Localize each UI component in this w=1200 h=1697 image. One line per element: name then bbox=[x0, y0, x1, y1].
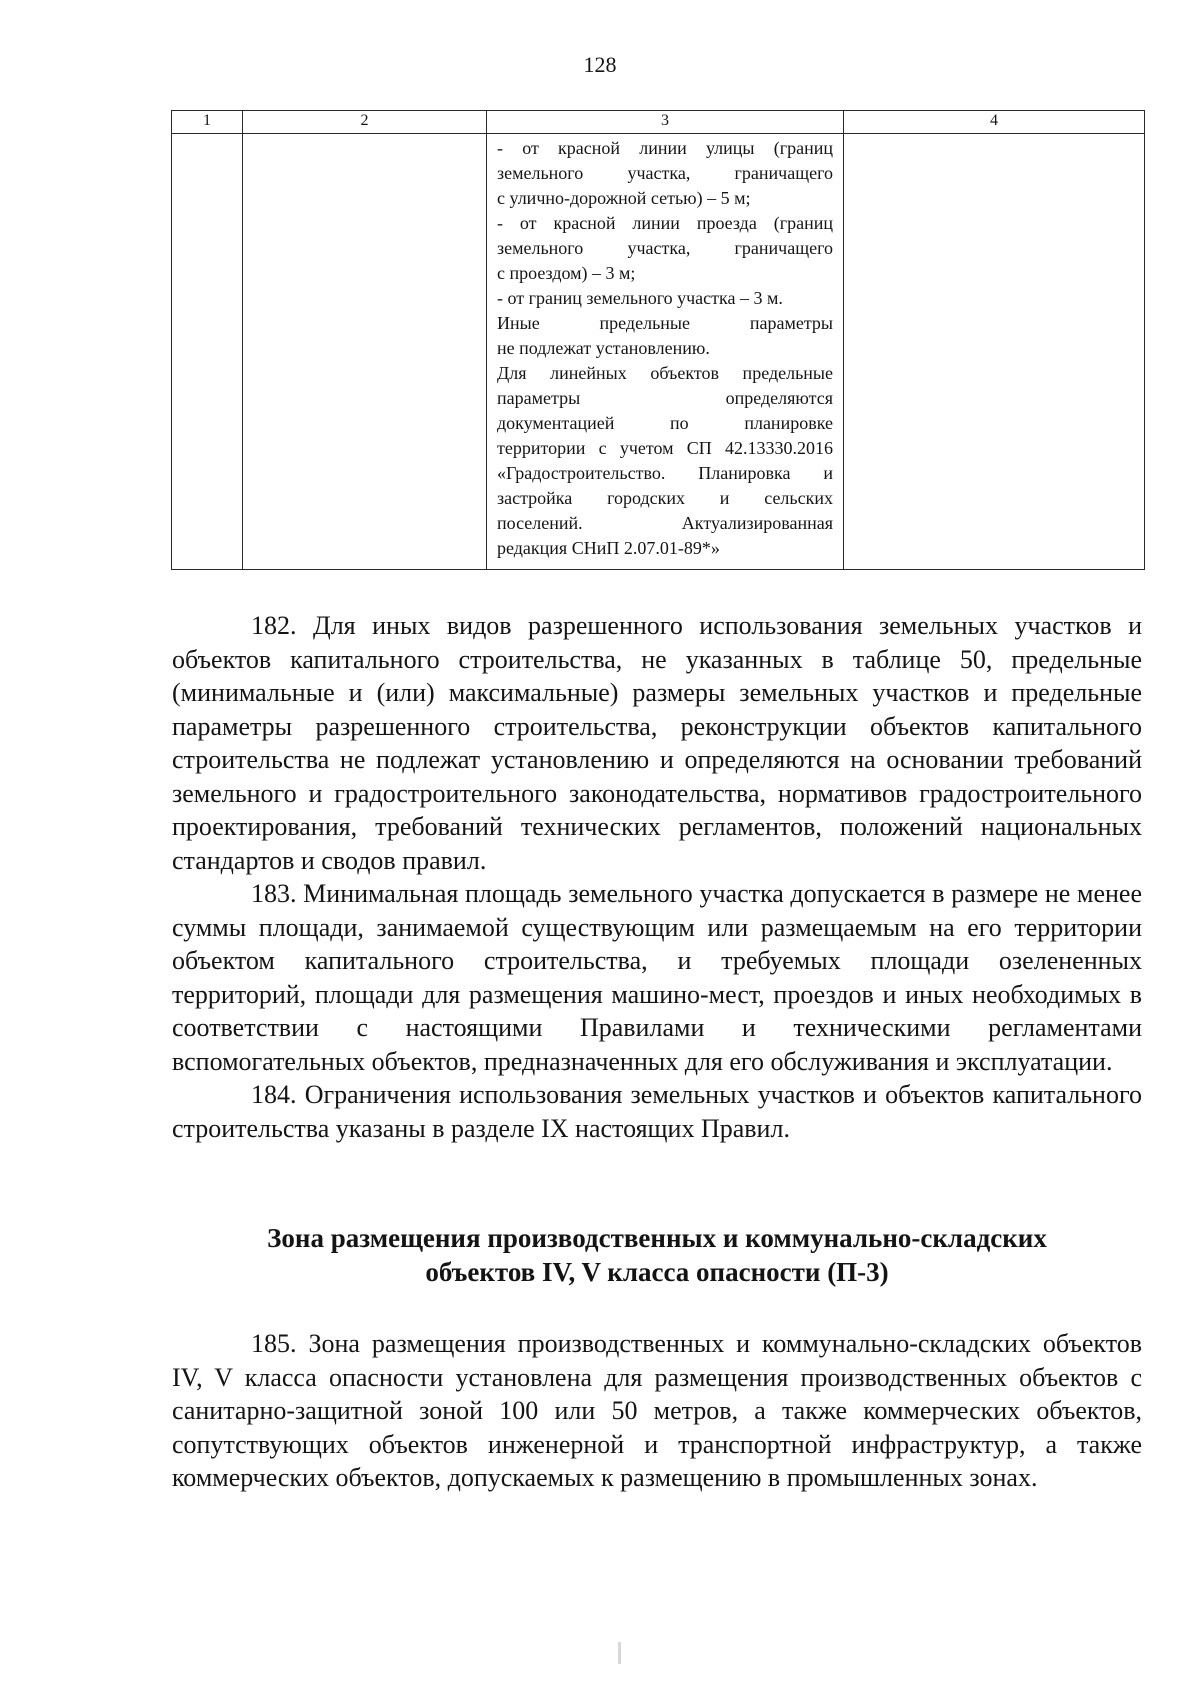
table-header-col-2: 2 bbox=[243, 111, 487, 134]
parameter-line: земельного участка, граничащего bbox=[497, 163, 833, 183]
parameter-line: параметры определяются bbox=[497, 388, 833, 408]
table-header-col-3: 3 bbox=[487, 111, 844, 134]
table-header-col-4: 4 bbox=[844, 111, 1145, 134]
parameter-line: застройка городских и сельских bbox=[497, 488, 833, 508]
parameter-line: с проездом) – 3 м; bbox=[497, 263, 636, 283]
table-header-row bbox=[172, 111, 1145, 134]
table-cell-col-4 bbox=[844, 134, 1145, 570]
parameter-line: территории с учетом СП 42.13330.2016 bbox=[497, 438, 833, 458]
parameter-line: документацией по планировке bbox=[497, 413, 833, 433]
zone-heading-line-2: объектов IV, V класса опасности (П-3) bbox=[425, 1257, 889, 1287]
paragraph: 182. Для иных видов разрешенного использования земельных участков и объектов капитального строительства, не указанных в таблице 50, предельные (минимальные и (или) максимальные) размеры земельных участков и предельные параметры разрешенного строительства, реконструкции объектов капитального строительства не подлежат установлению и определяются на основании требований земельного и градостроительного законодательства, нормативов градостроительного проектирования, требований технических регламентов, положений национальных стандартов и сводов правил. bbox=[172, 611, 1142, 875]
table-row bbox=[172, 134, 1145, 570]
parameter-line: - от границ земельного участка – 3 м. bbox=[497, 288, 783, 308]
parameter-line: «Градостроительство. Планировка и bbox=[497, 463, 833, 483]
zone-section-heading bbox=[172, 1221, 1142, 1289]
parameter-line: Для линейных объектов предельные bbox=[497, 363, 833, 383]
parameter-line: с улично-дорожной сетью) – 5 м; bbox=[497, 188, 751, 208]
paragraphs-block-2 bbox=[172, 1327, 1142, 1495]
scan-artifact bbox=[618, 1642, 621, 1664]
parameter-line: поселений. Актуализированная bbox=[497, 513, 833, 533]
page-number: 128 bbox=[583, 52, 617, 77]
table-cell-col-1 bbox=[172, 134, 243, 570]
parameter-line: Иные предельные параметры bbox=[497, 313, 833, 333]
parameter-line: - от красной линии проезда (границ bbox=[497, 213, 833, 233]
parameter-line: редакция СНиП 2.07.01-89*» bbox=[497, 538, 720, 558]
parameter-line: земельного участка, граничащего bbox=[497, 238, 833, 258]
paragraphs-block-1 bbox=[172, 609, 1142, 1145]
regulation-table-fragment bbox=[171, 110, 1145, 570]
parameter-line: не подлежат установлению. bbox=[497, 338, 710, 358]
paragraph: 183. Минимальная площадь земельного участка допускается в размере не менее суммы площади, занимаемой существующим или размещаемым на его территории объектом капитального строительства, и требуемых площади озелененных территорий, площади для размещения машино-мест, проездов и иных необходимых в соответствии с настоящими Правилами и техническими регламентами вспомогательных объектов, предназначенных для его обслуживания и эксплуатации. bbox=[172, 879, 1142, 1076]
table-cell-col-2 bbox=[243, 134, 487, 570]
table-cell-parameters bbox=[487, 134, 844, 570]
parameter-line: - от красной линии улицы (границ bbox=[497, 138, 833, 158]
paragraph: 185. Зона размещения производственных и коммунально-складских объектов IV, V класса опасности установлена для размещения производственных объектов с санитарно-защитной зоной 100 или 50 метров, а также коммерческих объектов, сопутствующих объектов инженерной и транспортной инфраструктур, а также коммерческих объектов, допускаемых к размещению в промышленных зонах. bbox=[172, 1329, 1142, 1492]
zone-heading-line-1: Зона размещения производственных и коммунально-складских bbox=[267, 1223, 1047, 1253]
paragraph: 184. Ограничения использования земельных участков и объектов капитального строительства указаны в разделе IX настоящих Правил. bbox=[172, 1080, 1142, 1143]
table-header-col-1: 1 bbox=[172, 111, 243, 134]
